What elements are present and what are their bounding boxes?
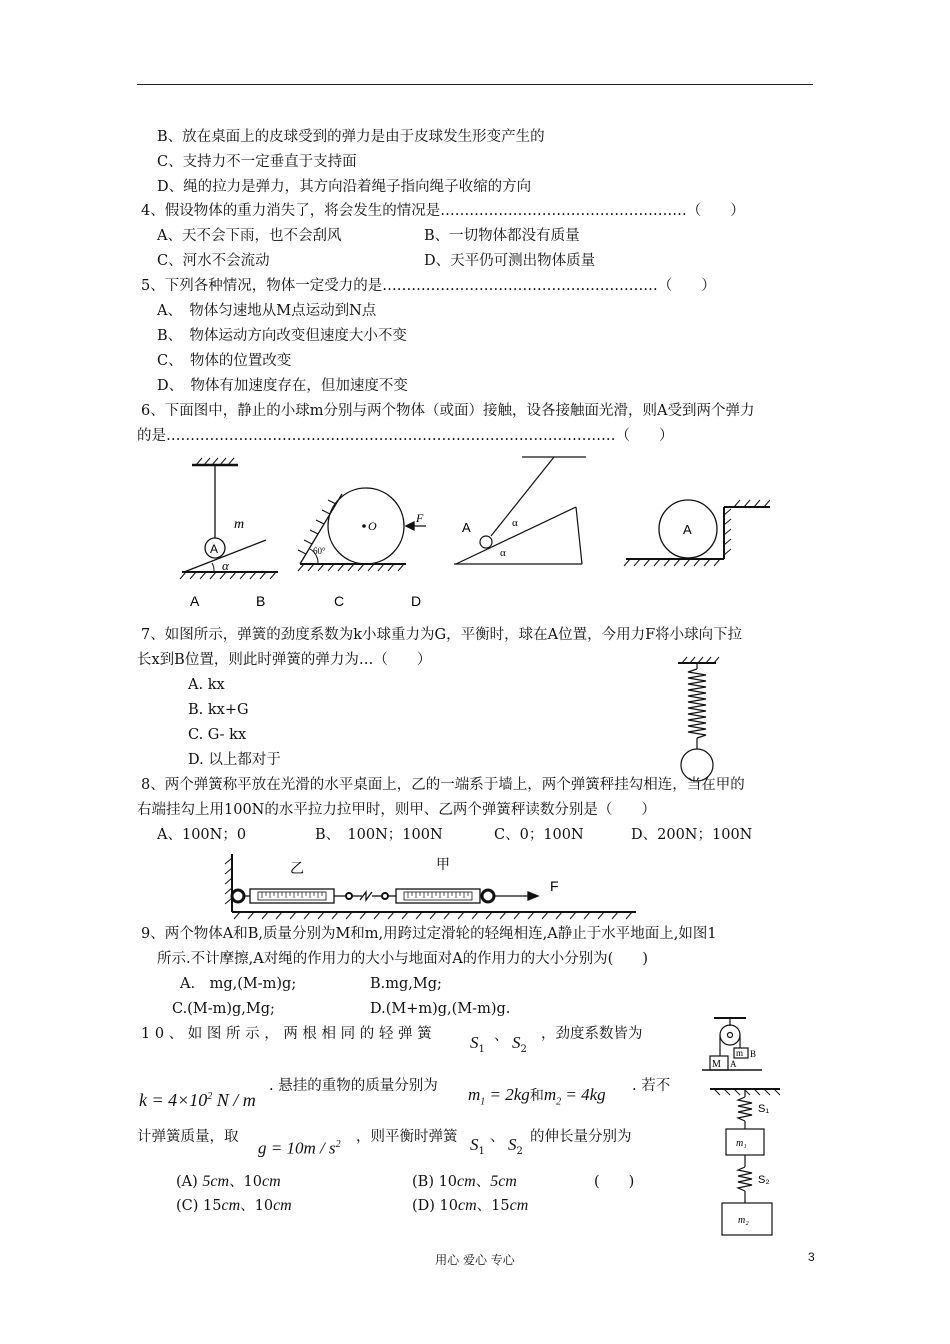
q5-option-a: A、 物体匀速地从M点运动到N点	[157, 303, 377, 319]
fig9-label-a: A	[730, 1059, 737, 1069]
fig6-label-m: m	[234, 517, 245, 532]
page-footer: 用心 爱心 专心	[435, 1253, 515, 1267]
q10-od-mid: 、15	[476, 1198, 510, 1214]
q7-option-c: C. G- kx	[188, 727, 247, 743]
fig6-label-60deg: 60°	[313, 546, 326, 556]
q7-option-b: B. kx+G	[188, 702, 249, 718]
fig6-label-o: O	[368, 519, 377, 533]
q8-option-b: B、 100N；100N	[315, 827, 443, 843]
q10-s1-label-2	[470, 1135, 485, 1162]
fig6-label-c-a: A	[462, 520, 471, 535]
q10-oc-mid: 、10	[240, 1198, 274, 1214]
option-c-text: C、支持力不一定垂直于支持面	[157, 154, 357, 170]
figure-9-pulley	[700, 1014, 780, 1084]
question-10-line1: 1 0 、 如 图 所 示 ， 两 根 相 同 的 轻 弹 簧	[141, 1026, 432, 1042]
q10-ob-prefix: (B) 10	[412, 1174, 458, 1190]
q10-oc-unit2: cm	[273, 1197, 292, 1214]
question-7-line1: 7、如图所示，弹簧的劲度系数为k小球重力为G，平衡时，球在A位置，今用力F将小球向下拉	[141, 627, 743, 643]
q10-option-d	[412, 1196, 528, 1216]
fig10-label-m2: m₂	[738, 1215, 749, 1226]
q10-oc-prefix: (C) 15	[176, 1198, 222, 1214]
q10-mass-formula	[468, 1085, 606, 1112]
q9-option-b: B.mg,Mg;	[370, 976, 442, 992]
q10-od-prefix: (D) 10	[412, 1198, 458, 1214]
q10-separator: 、	[494, 1028, 509, 1044]
q10-s2-sub: 2	[520, 1043, 527, 1055]
q10-k-formula	[139, 1087, 256, 1110]
q7-option-d: D. 以上都对于	[188, 752, 281, 768]
figure-7-spring	[670, 655, 730, 785]
fig10-label-s1: S₁	[758, 1103, 770, 1115]
q4-option-b: B、一切物体都没有质量	[424, 228, 580, 244]
fig10-label-s2: S₂	[758, 1174, 770, 1186]
question-10-line2b: . 若不	[632, 1078, 671, 1094]
fig6-label-f: F	[416, 511, 424, 525]
fig6-caption-d: D	[411, 593, 422, 609]
q10-oa-mid: 、10	[229, 1174, 263, 1190]
q10-g-main: g = 10m / s	[258, 1138, 336, 1158]
question-9-line1: 9、两个物体A和B,质量分别为M和m,用跨过定滑轮的轻绳相连,A静止于水平地面上,如图1	[141, 926, 717, 942]
q10-ob-mid: 、	[475, 1174, 491, 1190]
q10-and: 和	[529, 1088, 544, 1104]
question-10-line3c: 的伸长量分别为	[530, 1129, 632, 1145]
q9-option-d: D.(M+m)g,(M-m)g.	[370, 1001, 511, 1017]
q7-option-a: A. kx	[188, 677, 225, 693]
fig6-label-ball-a: A	[210, 542, 219, 556]
fig6-label-alpha: α	[222, 558, 229, 573]
q10-od-unit2: cm	[509, 1197, 529, 1214]
question-10-line3a: 计弹簧质量，取	[137, 1129, 239, 1145]
question-7-line2: 长x到B位置，则此时弹簧的弹力为…（ ）	[137, 652, 432, 668]
q5-option-d: D、 物体有加速度存在，但加速度不变	[157, 378, 408, 394]
q10-oa-prefix: (A)	[176, 1174, 203, 1190]
q10-m1-sub: 1	[480, 1096, 486, 1108]
header-rule	[137, 84, 813, 85]
q10-ob-unit: cm	[457, 1173, 476, 1190]
question-6-line2: 的是…………………………………………………………………………………（ ）	[137, 428, 674, 444]
q10-oa-unit: cm	[262, 1173, 281, 1190]
q10-k-sup: 2	[207, 1091, 213, 1102]
fig6-caption-c: C	[334, 593, 345, 609]
q10-g-formula	[258, 1135, 341, 1159]
fig6-label-d-a: A	[683, 522, 692, 537]
q4-option-a: A、天不会下雨，也不会刮风	[157, 228, 342, 244]
q5-option-b: B、 物体运动方向改变但速度大小不变	[157, 328, 407, 344]
q10-m1: m	[468, 1085, 481, 1104]
q9-option-a: A. mg,(M-m)g;	[180, 976, 297, 992]
q10-option-c	[176, 1196, 292, 1216]
q10-s1: S	[470, 1033, 479, 1052]
q4-option-d: D、天平仍可测出物体质量	[424, 253, 596, 269]
fig9-label-b: B	[750, 1049, 757, 1059]
q10-s2: S	[512, 1033, 521, 1052]
q8-option-c: C、0；100N	[494, 827, 584, 843]
fig6-label-alpha-top: α	[512, 517, 518, 529]
question-5: 5、下列各种情况，物体一定受力的是…………………………………………………（ ）	[141, 278, 716, 294]
figure-10-springs	[700, 1085, 790, 1240]
q10-s1-sub-b: 1	[478, 1145, 485, 1157]
question-10-line3b: ，则平衡时弹簧	[356, 1129, 458, 1145]
fig10-label-m1: m₁	[736, 1138, 747, 1149]
q10-s2-b: S	[508, 1135, 517, 1154]
option-d-text: D、绳的拉力是弹力，其方向沿着绳子指向绳子收缩的方向	[157, 179, 532, 195]
q10-m2: m	[543, 1085, 557, 1104]
q10-s1-label	[470, 1033, 485, 1060]
q8-option-a: A、100N；0	[157, 827, 247, 843]
q10-option-a	[176, 1172, 281, 1192]
fig8-label-jia: 甲	[436, 857, 450, 873]
q10-ob-v2: 5cm	[490, 1173, 517, 1190]
question-8-line2: 右端挂勾上用100N的水平拉力拉甲时，则甲、乙两个弹簧秤读数分别是（ ）	[137, 802, 656, 818]
q10-od-unit1: cm	[458, 1197, 477, 1214]
fig8-label-f: F	[550, 878, 559, 894]
q10-oc-unit1: cm	[221, 1197, 241, 1214]
q10-s2-label	[512, 1033, 527, 1060]
q10-s1-sub: 1	[478, 1043, 485, 1055]
fig9-label-big-m: M	[712, 1059, 721, 1070]
q4-option-c: C、河水不会流动	[157, 253, 270, 269]
q10-g-sup: 2	[335, 1139, 341, 1150]
q5-option-c: C、 物体的位置改变	[157, 353, 292, 369]
fig9-label-m: m	[736, 1048, 744, 1058]
question-6-line1: 6、下面图中，静止的小球m分别与两个物体（或面）接触，设各接触面光滑，则A受到两个弹力	[141, 403, 755, 419]
q10-k-unit: N / m	[212, 1090, 256, 1110]
q10-s2-label-2	[508, 1135, 523, 1162]
q10-s2-sub-b: 2	[516, 1145, 523, 1157]
fig8-label-yi: 乙	[290, 861, 304, 877]
question-8-line1: 8、两个弹簧称平放在光滑的水平桌面上，乙的一端系于墙上，两个弹簧秤挂勾相连，当在甲的	[141, 777, 745, 793]
figure-6	[170, 450, 770, 615]
question-10-line2a: . 悬挂的重物的质量分别为	[269, 1078, 438, 1094]
question-10-line1b: ，劲度系数皆为	[541, 1026, 643, 1042]
fig6-caption-b: B	[256, 593, 266, 609]
fig6-label-alpha-bottom: α	[500, 547, 506, 559]
q10-s1-b: S	[470, 1135, 479, 1154]
option-b-text: B、放在桌面上的皮球受到的弹力是由于皮球发生形变产生的	[157, 129, 545, 145]
question-9-line2: 所示.不计摩擦,A对绳的作用力的大小与地面对A的作用力的大小分别为( )	[157, 951, 648, 967]
q8-option-d: D、200N；100N	[631, 827, 753, 843]
figure-8	[220, 848, 650, 923]
q10-oa-v1: 5cm	[202, 1173, 230, 1190]
question-4: 4、假设物体的重力消失了，将会发生的情况是……………………………………………（ ）	[141, 203, 745, 219]
q9-option-c: C.(M-m)g,Mg;	[172, 1001, 275, 1017]
page-number: 3	[808, 1250, 815, 1264]
q10-m2-val: = 4kg	[561, 1085, 606, 1104]
q10-answer-paren: ( )	[594, 1174, 635, 1190]
q10-m1-val: = 2kg	[485, 1085, 530, 1104]
q10-separator-2: 、	[490, 1129, 505, 1145]
q10-option-b	[412, 1172, 517, 1192]
q10-k-main: k = 4×10	[139, 1090, 208, 1110]
q10-m2-sub: 2	[556, 1096, 562, 1108]
fig6-caption-a: A	[190, 593, 200, 609]
